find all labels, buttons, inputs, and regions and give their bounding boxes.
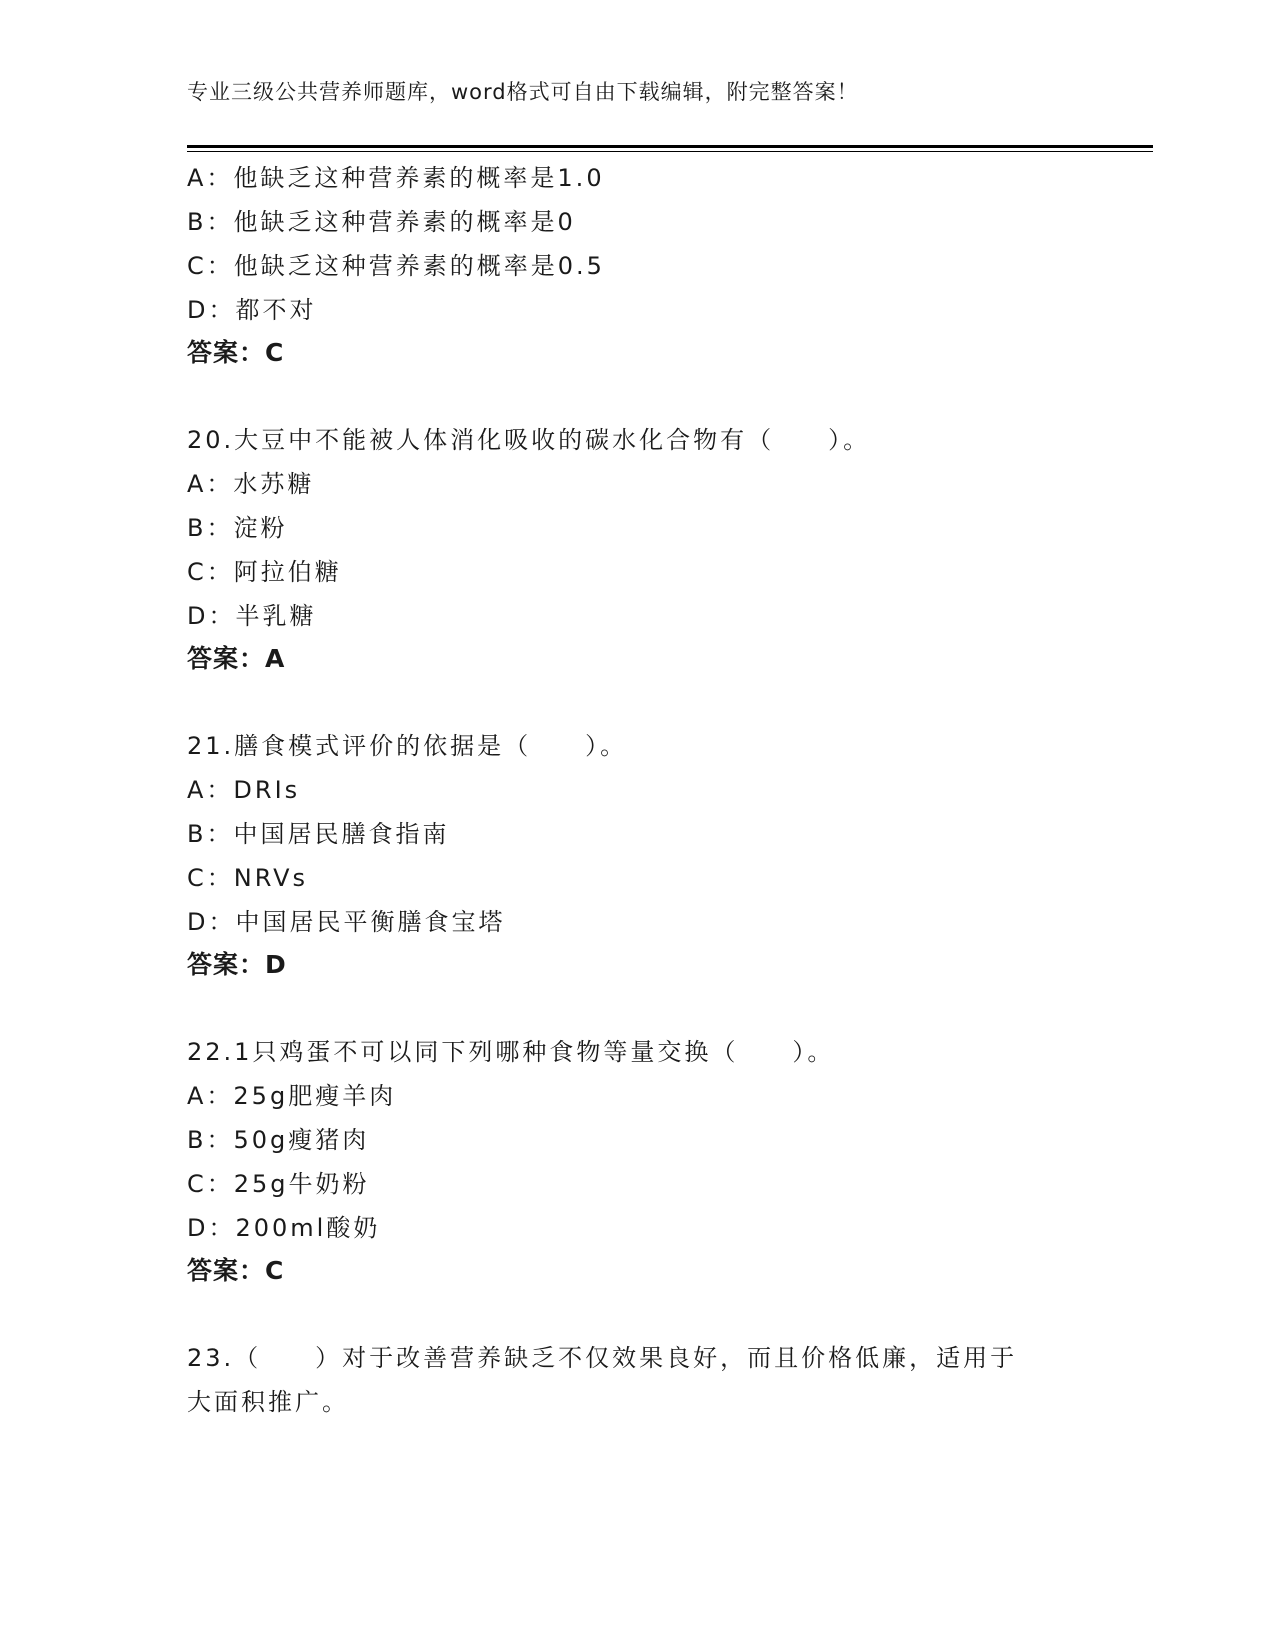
option-c: C：阿拉伯糖 — [187, 558, 342, 586]
answer: 答案：A — [187, 644, 286, 673]
option-d: D：中国居民平衡膳食宝塔 — [187, 908, 506, 936]
answer: 答案：C — [187, 338, 285, 367]
option-d: D：半乳糖 — [187, 602, 317, 630]
option-b: B：淀粉 — [187, 514, 288, 542]
question-text: 20.大豆中不能被人体消化吸收的碳水化合物有（ ）。 — [187, 426, 871, 454]
option-c: C：25g牛奶粉 — [187, 1170, 370, 1198]
option-c: C：他缺乏这种营养素的概率是0.5 — [187, 252, 605, 280]
option-d: D：200ml酸奶 — [187, 1214, 381, 1242]
question-text-line-2: 大面积推广。 — [187, 1388, 349, 1416]
option-b: B：中国居民膳食指南 — [187, 820, 450, 848]
question-text: 22.1只鸡蛋不可以同下列哪种食物等量交换（ ）。 — [187, 1038, 835, 1066]
option-b: B：他缺乏这种营养素的概率是0 — [187, 208, 576, 236]
option-a: A：水苏糖 — [187, 470, 315, 498]
answer: 答案：D — [187, 950, 287, 979]
option-d: D：都不对 — [187, 296, 317, 324]
header-rule-thick — [187, 145, 1153, 148]
option-c: C：NRVs — [187, 864, 308, 892]
option-b: B：50g瘦猪肉 — [187, 1126, 370, 1154]
option-a: A：他缺乏这种营养素的概率是1.0 — [187, 164, 605, 192]
header-rule-thin — [187, 151, 1153, 152]
header-text: 专业三级公共营养师题库，word格式可自由下载编辑，附完整答案！ — [187, 80, 859, 104]
answer: 答案：C — [187, 1256, 285, 1285]
option-a: A：DRIs — [187, 776, 301, 804]
question-text: 21.膳食模式评价的依据是（ ）。 — [187, 732, 628, 760]
question-text-line-1: 23.（ ）对于改善营养缺乏不仅效果良好，而且价格低廉，适用于 — [187, 1344, 1018, 1372]
option-a: A：25g肥瘦羊肉 — [187, 1082, 397, 1110]
